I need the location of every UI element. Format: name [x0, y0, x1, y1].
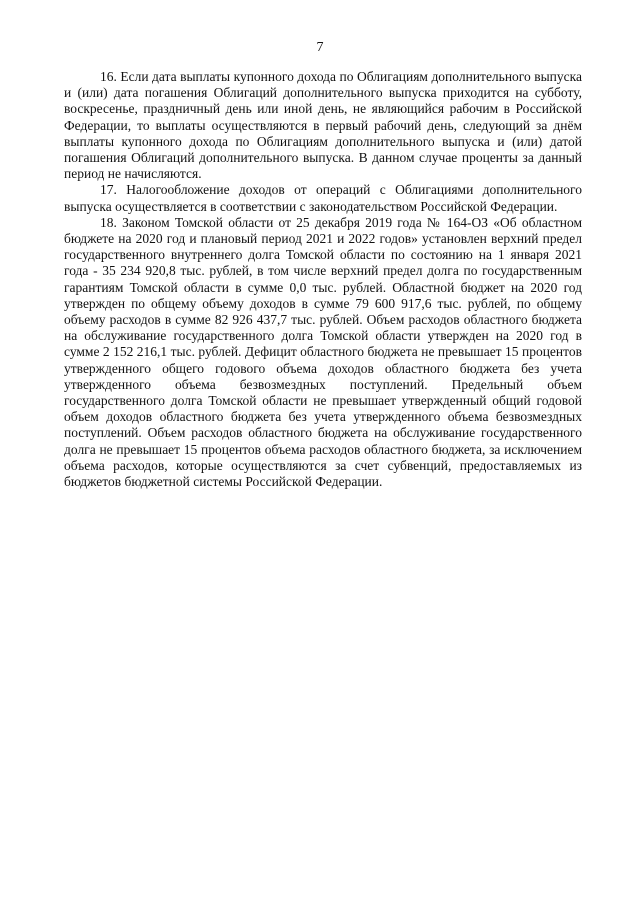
document-body — [64, 69, 582, 490]
paragraph-17: 17. Налогообложение доходов от операций с Облигациями дополнительного выпуска осуществляется в соответствии с законодательством Российской Федерации. — [64, 182, 582, 214]
paragraph-16: 16. Если дата выплаты купонного дохода по Облигациям дополнительного выпуска и (или) дата погашения Облигаций дополнительного выпуска приходится на субботу, воскресенье, праздничный день или иной день, не являющийся рабочим в Российской Федерации, то выплаты осуществляются в первый рабочий день, следующий за днём выплаты купонного дохода по Облигациям дополнительного выпуска и (или) датой погашения Облигаций дополнительного выпуска. В данном случае проценты за данный период не начисляются. — [64, 69, 582, 182]
page-number: 7 — [316, 40, 324, 55]
paragraph-18: 18. Законом Томской области от 25 декабря 2019 года № 164-ОЗ «Об областном бюджете на 2020 год и плановый период 2021 и 2022 годов» установлен верхний предел государственного внутреннего долга Томской области по состоянию на 1 января 2021 года - 35 234 920,8 тыс. рублей, в том числе верхний предел долга по государственным гарантиям Томской области в сумме 0,0 тыс. рублей. Областной бюджет на 2020 год утвержден по общему объему доходов в сумме 79 600 917,6 тыс. рублей, по общему объему расходов в сумме 82 926 437,7 тыс. рублей. Объем расходов областного бюджета на обслуживание государственного долга Томской области утвержден на 2020 год в сумме 2 152 216,1 тыс. рублей. Дефицит областного бюджета не превышает 15 процентов утвержденного общего годового объема доходов областного бюджета без учета утвержденного объема безвозмездных поступлений. Предельный объем государственного долга Томской области не превышает утвержденный общий годовой объем доходов областного бюджета без учета утвержденного объема безвозмездных поступлений. Объем расходов областного бюджета на обслуживание государственного долга не превышает 15 процентов объема расходов областного бюджета, за исключением объема расходов, которые осуществляются за счет субвенций, предоставляемых из бюджетов бюджетной системы Российской Федерации. — [64, 214, 582, 490]
